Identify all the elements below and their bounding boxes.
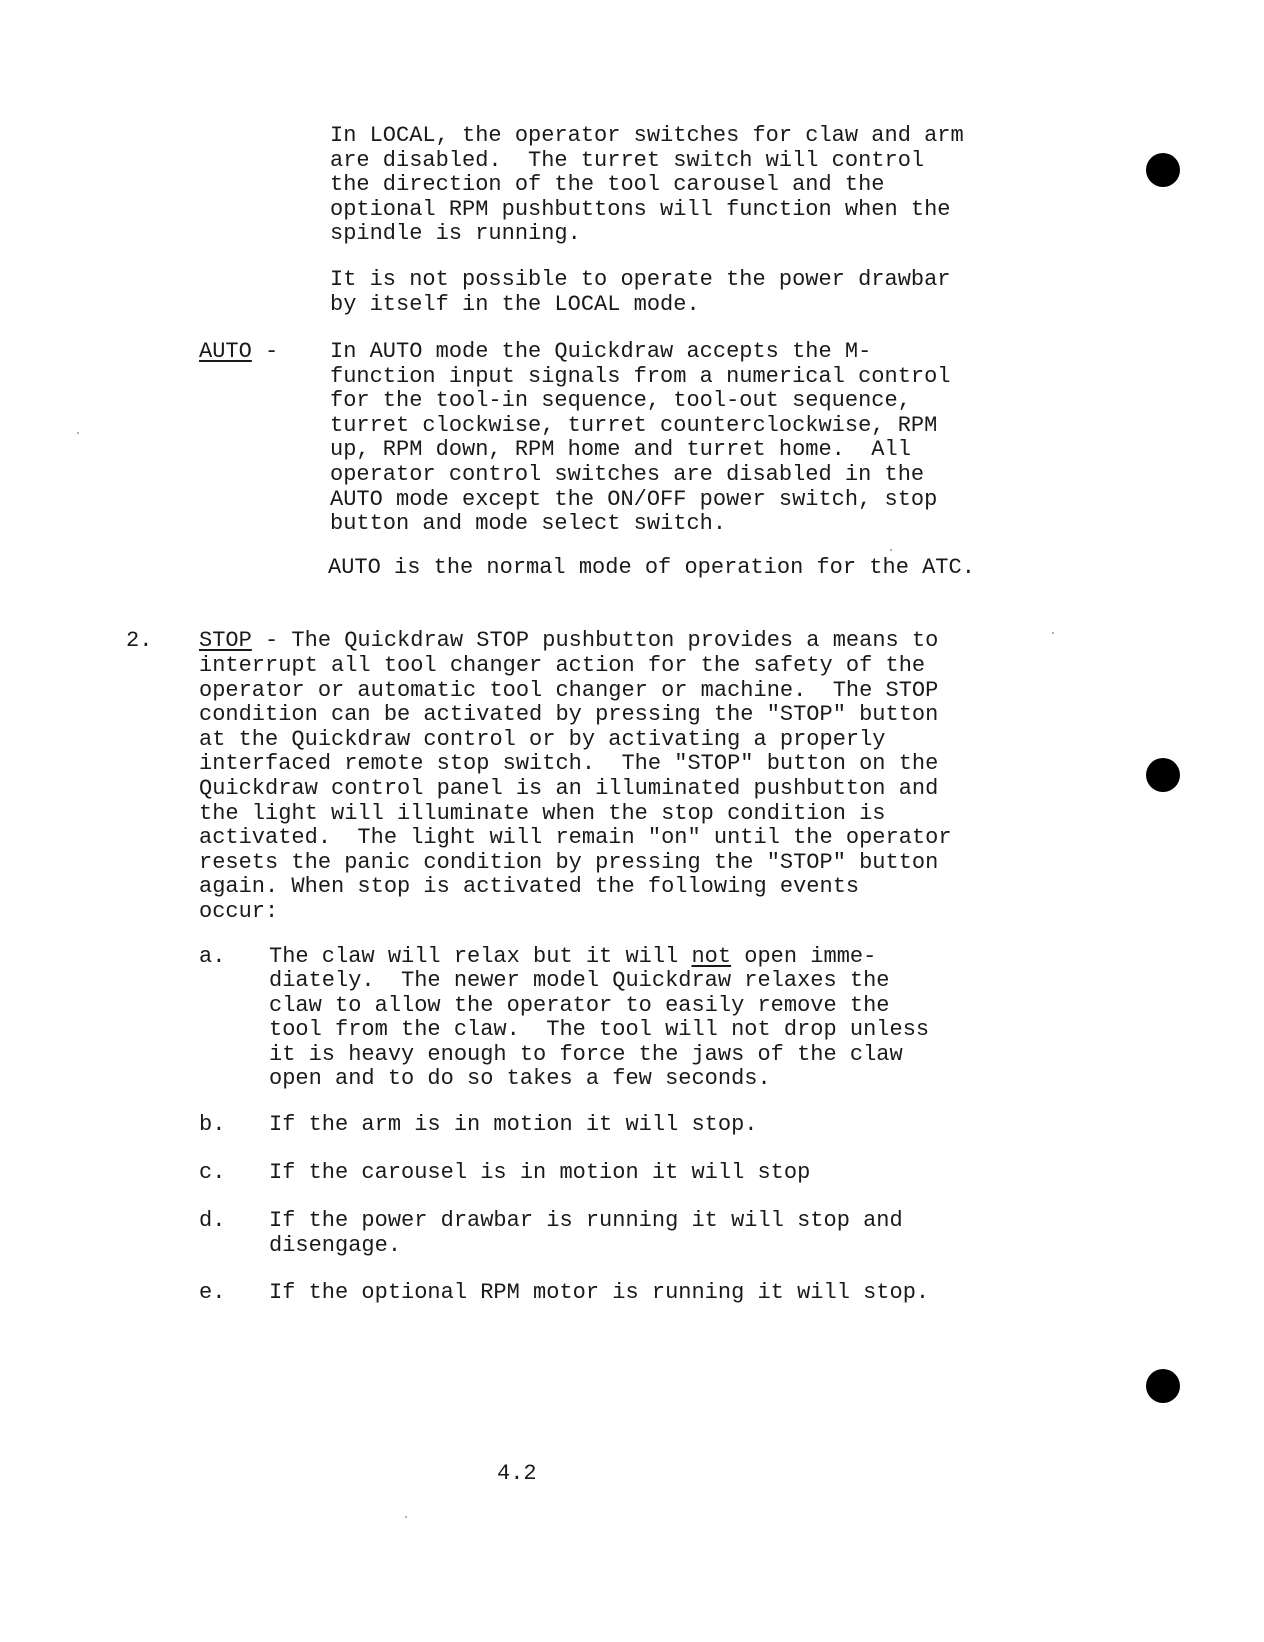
- list-item-a-rest: diately. The newer model Quickdraw relaxes the claw to allow the operator to easily remove the tool from the claw. The tool will not drop unless it is heavy enough to force the jaws of the claw open and to do so takes a few seconds.: [269, 968, 930, 1092]
- scan-speck: [405, 1516, 407, 1518]
- scan-speck: [1052, 632, 1054, 634]
- list-item-a-text-pre: The claw will relax but it will: [269, 944, 692, 969]
- list-item-letter-b: b.: [199, 1112, 226, 1137]
- punch-hole-middle: [1146, 758, 1180, 792]
- list-item-letter-a: a.: [199, 944, 226, 969]
- auto-paragraph-1: In AUTO mode the Quickdraw accepts the M- function input signals from a numerical control for the tool-in sequence, tool-out sequence, turret clockwise, turret counterclockwise, RPM up, RPM down, RPM home and turret home. All operator control switches are disabled in the AUTO mode except the ON/OFF power switch, stop button and mode select switch.: [330, 339, 951, 537]
- list-item-d-text: If the power drawbar is running it will stop and disengage.: [269, 1208, 903, 1258]
- list-item-a-line1: [269, 945, 876, 970]
- auto-label: AUTO: [199, 339, 252, 364]
- list-item-a-text-post: open imme-: [731, 944, 877, 969]
- stop-first-line-text: - The Quickdraw STOP pushbutton provides a means to: [251, 628, 939, 653]
- auto-dash: -: [251, 339, 279, 364]
- stop-item-number: 2.: [126, 628, 153, 653]
- auto-heading: [199, 340, 278, 365]
- punch-hole-bottom: [1146, 1369, 1180, 1403]
- local-paragraph-1: In LOCAL, the operator switches for claw and arm are disabled. The turret switch will control the direction of the tool carousel and the optional RPM pushbuttons will function when the spindle is running.: [330, 123, 964, 247]
- stop-label: STOP: [199, 628, 252, 653]
- stop-paragraph: interrupt all tool changer action for the safety of the operator or automatic tool changer or machine. The STOP condition can be activated by pressing the "STOP" button at the Quickdraw control or by activating a properly interfaced remote stop switch. The "STOP" button on the Quickdraw control panel is an illuminated pushbutton and the light will illuminate when the stop condition is activated. The light will remain "on" until the operator resets the panic condition by pressing the "STOP" button again. When stop is activated the following events occur:: [199, 653, 952, 924]
- stop-first-line: [199, 629, 938, 654]
- list-item-a-emphasis: not: [691, 944, 732, 969]
- scan-speck: [77, 432, 79, 434]
- list-item-letter-e: e.: [199, 1280, 226, 1305]
- scan-speck: [890, 549, 892, 551]
- list-item-b-text: If the arm is in motion it will stop.: [269, 1112, 758, 1137]
- local-paragraph-2: It is not possible to operate the power drawbar by itself in the LOCAL mode.: [330, 267, 951, 317]
- list-item-letter-c: c.: [199, 1160, 226, 1185]
- list-item-letter-d: d.: [199, 1208, 226, 1233]
- punch-hole-top: [1146, 153, 1180, 187]
- auto-paragraph-2: AUTO is the normal mode of operation for the ATC.: [328, 555, 975, 580]
- list-item-e-text: If the optional RPM motor is running it will stop.: [269, 1280, 930, 1305]
- page-number: 4.2: [497, 1461, 537, 1486]
- list-item-c-text: If the carousel is in motion it will stop: [269, 1160, 811, 1185]
